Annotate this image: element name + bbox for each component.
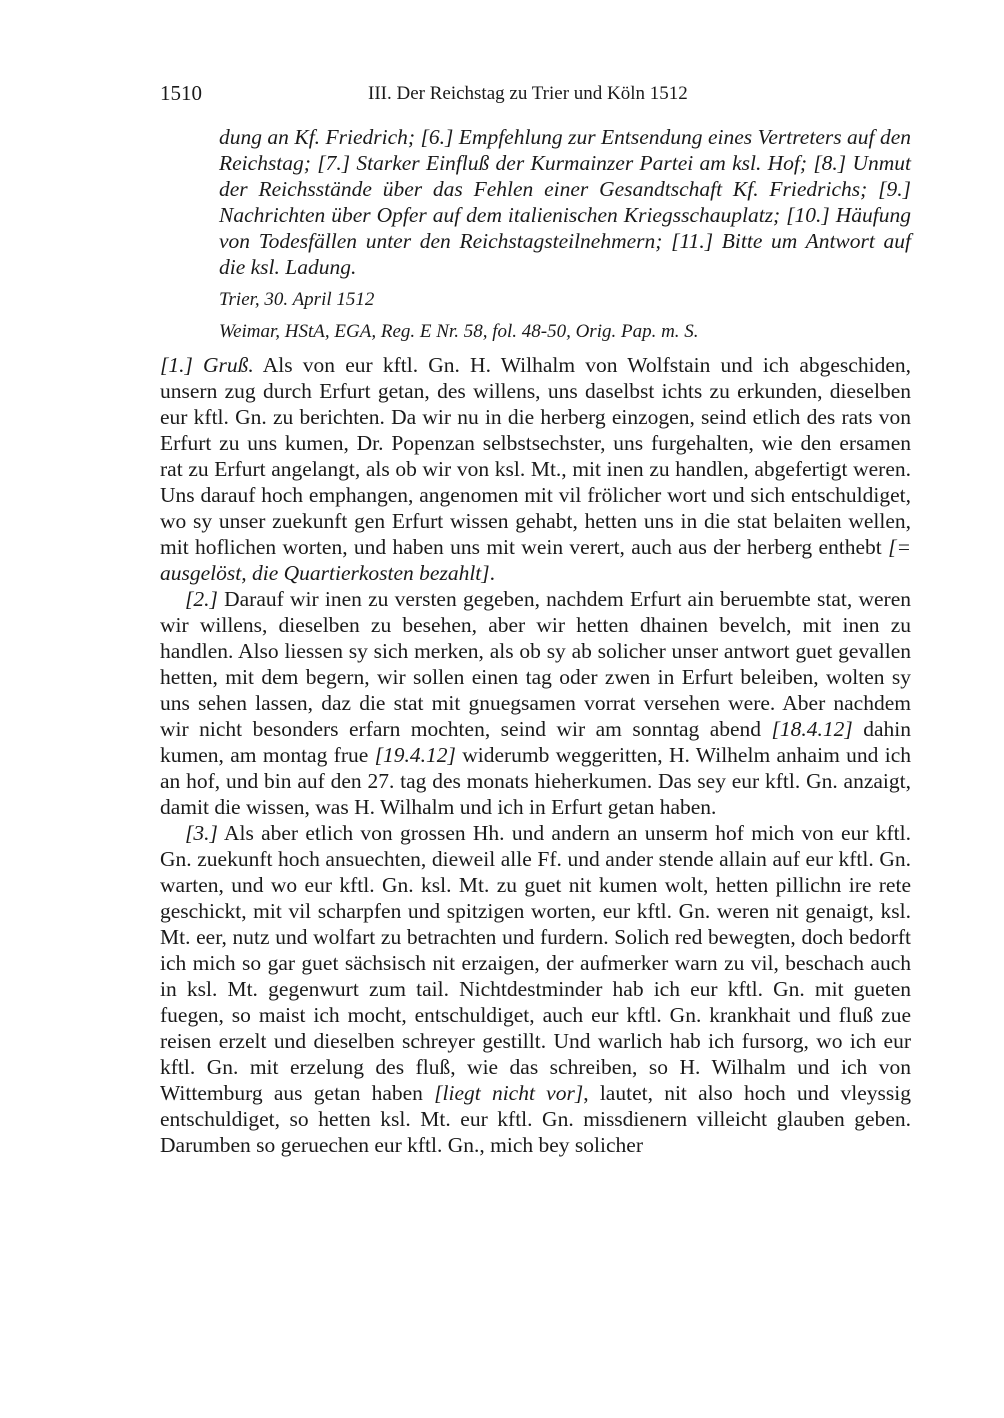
source-line: Weimar, HStA, EGA, Reg. E Nr. 58, fol. 48-50, Orig. Pap. m. S. xyxy=(219,321,699,342)
paragraph-text: dahin kumen, am montag frue xyxy=(160,717,911,767)
editorial-note: [= ausgelöst, die Quartierkosten bezahlt] xyxy=(160,535,911,585)
paragraph-marker: [3.] xyxy=(185,821,218,845)
paragraph-3 xyxy=(160,820,911,1158)
paragraph-marker: [1.] Gruß. xyxy=(160,353,254,377)
running-title: III. Der Reichstag zu Trier und Köln 1512 xyxy=(368,83,688,104)
regest-summary: dung an Kf. Friedrich; [6.] Empfehlung zur Entsendung eines Vertreters auf den Reichstag; [7.] Starker Einfluß der Kurmainzer Partei am ksl. Hof; [8.] Unmut der Reichsstände über das Fehlen einer Gesandtschaft Kf. Friedrichs; [9.] Nachrichten über Opfer auf dem italienischen Kriegsschauplatz; [10.] Häufung von Todesfällen unter den Reichstagsteilnehmern; [11.] Bitte um Antwort auf die ksl. Ladung. xyxy=(219,125,911,279)
paragraph-2 xyxy=(160,586,911,820)
paragraph-marker: [2.] xyxy=(185,587,218,611)
editorial-date: [19.4.12] xyxy=(374,743,456,767)
paragraph-1 xyxy=(160,352,911,586)
date-line: Trier, 30. April 1512 xyxy=(219,289,375,310)
paragraph-text: Als von eur kftl. Gn. H. Wilhalm von Wolfstain und ich abgeschiden, unsern zug durch Erfurt getan, des willens, uns daselbst ichts zu erkunden, dieselben eur kftl. Gn. zu berichten. Da wir nu in die herberg einzogen, seind etlich des rats von Erfurt zu uns kumen, Dr. Popenzan selbstsechster, uns furgehalten, wie den ersamen rat zu Erfurt angelangt, als ob wir von ksl. Mt., mit inen zu handlen, abgefertigt weren. Uns darauf hoch emphangen, angenomen mit vil frölicher wort und sich entschuldiget, wo sy unser zuekunft gen Erfurt wissen gehabt, hetten uns in die stat belaiten wellen, mit hoflichen worten, und haben uns mit wein verert, auch aus der herberg enthebt xyxy=(160,353,911,559)
body-text xyxy=(160,352,911,1158)
paragraph-text: widerumb weggeritten, H. Wilhelm anhaim und ich an hof, und bin auf den 27. tag des monats hieherkumen. Das sey eur kftl. Gn. anzaigt, damit die wissen, was H. Wilhalm und ich in Erfurt getan haben. xyxy=(160,743,911,819)
paragraph-text: . xyxy=(489,561,496,585)
paragraph-text: , lautet, nit also hoch und vleyssig entschuldiget, so hetten ksl. Mt. eur kftl. Gn. missdienern villeicht glauben geben. Darumben so geruechen eur kftl. Gn., mich bey solicher xyxy=(160,1081,911,1157)
editorial-date: [18.4.12] xyxy=(771,717,853,741)
editorial-note: [liegt nicht vor] xyxy=(434,1081,584,1105)
page-number: 1510 xyxy=(160,81,202,105)
paragraph-text: Als aber etlich von grossen Hh. und andern an unserm hof mich von eur kftl. Gn. zuekunft hoch ansuechten, dieweil alle Ff. und ander stende allain auf eur kftl. Gn. warten, und wo eur kftl. Gn. ksl. Mt. zu guet nit kumen wolt, hetten pillichn ire rete geschickt, mit vil scharpfen und spitzigen worten, eur kftl. Gn. weren nit genaigt, ksl. Mt. eer, nutz und wolfart zu betrachten und furdern. Solich red bewegten, doch bedorft ich mich so gar guet sächsisch nit erzaigen, der aufmerker warn zu vil, beschach auch in ksl. Mt. gegenwurt zum tail. Nichtdestminder hab ich eur kftl. Gn. mit gueten fuegen, so maist ich mocht, entschuldiget, auch eur kftl. Gn. krankhait und fluß zue reisen erzelt und dieselben schreyer gestillt. Und warlich hab ich fursorg, wo ich eur kftl. Gn. mit erzelung des fluß, wie das schreiben, so H. Wilhalm und ich von Wittemburg aus getan haben xyxy=(160,821,911,1105)
paragraph-text: Darauf wir inen zu versten gegeben, nachdem Erfurt ain beruembte stat, weren wir willens, dieselben zu besehen, aber wir hetten dhainen bevelch, mit inen zu handlen. Also liessen sy sich merken, als ob sy ab solicher unser antwort guet gevallen hetten, mit dem begern, wir sollen einen tag oder zwen in Erfurt beleiben, wolten sy uns sehen lassen, daz die stat mit gnuegsamen vorrat versehen were. Aber nachdem wir nicht besonders erfarn mochten, seind wir am sonntag abend xyxy=(160,587,911,741)
